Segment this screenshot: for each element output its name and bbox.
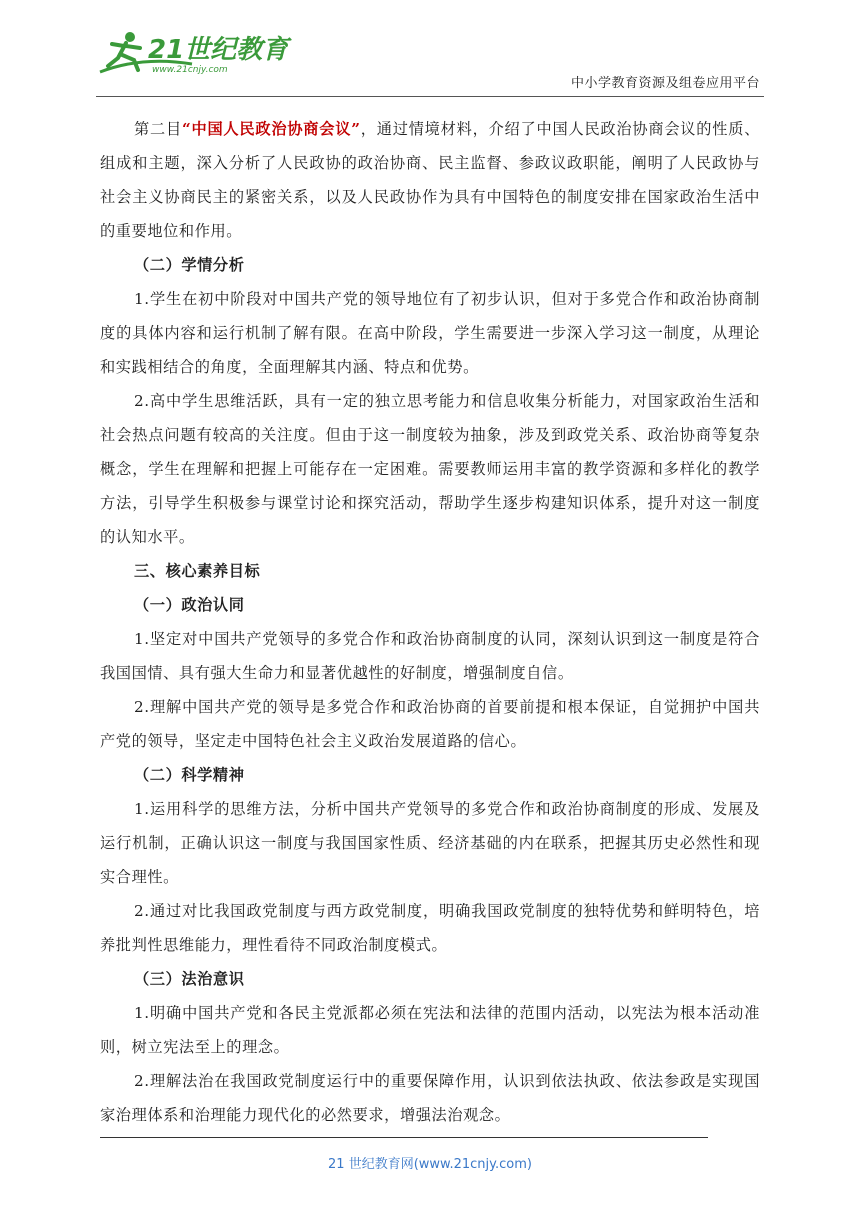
runner-logo-icon — [96, 28, 296, 80]
header-divider — [96, 96, 764, 97]
section-heading: 三、核心素养目标 — [134, 562, 261, 580]
paragraph-text: 2.高中学生思维活跃，具有一定的独立思考能力和信息收集分析能力，对国家政治生活和社会热点问题有较高的关注度。但由于这一制度较为抽象，涉及到政党关系、政治协商等复杂概念，学生在理解和把握上可能存在一定困难。需要教师运用丰富的教学资源和多样化的教学方法，引导学生积极参与课堂讨论和探究活动，帮助学生逐步构建知识体系，提升对这一制度的认知水平。 — [100, 392, 760, 546]
highlighted-term: “中国人民政治协商会议” — [181, 120, 361, 138]
site-logo[interactable] — [96, 28, 296, 80]
body-paragraph — [100, 690, 760, 758]
platform-name: 中小学教育资源及组卷应用平台 — [570, 76, 760, 91]
body-paragraph — [100, 282, 760, 384]
footer-divider — [100, 1137, 708, 1138]
logo-url: www.21cnjy.com — [152, 65, 228, 75]
logo-text: 21世纪教育 — [148, 35, 289, 65]
paragraph-text: 2.理解法治在我国政党制度运行中的重要保障作用，认识到依法执政、依法参政是实现国家治理体系和治理能力现代化的必然要求，增强法治观念。 — [100, 1072, 760, 1124]
subsection-heading: （一）政治认同 — [134, 596, 245, 614]
body-paragraph — [100, 1064, 760, 1132]
body-paragraph — [100, 792, 760, 894]
body-paragraph — [100, 996, 760, 1064]
paragraph-text: 1.运用科学的思维方法，分析中国共产党领导的多党合作和政治协商制度的形成、发展及运行机制，正确认识这一制度与我国国家性质、经济基础的内在联系，把握其历史必然性和现实合理性。 — [100, 800, 760, 886]
paragraph-text: 2.理解中国共产党的领导是多党合作和政治协商的首要前提和根本保证，自觉拥护中国共产党的领导，坚定走中国特色社会主义政治发展道路的信心。 — [100, 698, 760, 750]
body-paragraph — [100, 622, 760, 690]
paragraph-text: ，通过情境材料，介绍了中国人民政治协商会议的性质、组成和主题，深入分析了人民政协的政治协商、民主监督、参政议政职能，阐明了人民政协与社会主义协商民主的紧密关系，以及人民政协作为具有中国特色的制度安排在国家政治生活中的重要地位和作用。 — [100, 120, 761, 240]
footer-link[interactable]: 21 世纪教育网(www.21cnjy.com) — [328, 1157, 532, 1172]
subsection-heading: （二）科学精神 — [134, 766, 245, 784]
subsection-heading: （三）法治意识 — [134, 970, 245, 988]
paragraph-text: 第二目 — [134, 120, 182, 138]
body-paragraph — [100, 112, 760, 248]
subsection-heading: （二）学情分析 — [134, 256, 245, 274]
paragraph-text: 1.明确中国共产党和各民主党派都必须在宪法和法律的范围内活动，以宪法为根本活动准则，树立宪法至上的理念。 — [100, 1004, 760, 1056]
paragraph-text: 1.学生在初中阶段对中国共产党的领导地位有了初步认识，但对于多党合作和政治协商制度的具体内容和运行机制了解有限。在高中阶段，学生需要进一步深入学习这一制度，从理论和实践相结合的角度，全面理解其内涵、特点和优势。 — [100, 290, 760, 376]
page-header — [96, 28, 764, 90]
body-paragraph — [100, 384, 760, 554]
paragraph-text: 2.通过对比我国政党制度与西方政党制度，明确我国政党制度的独特优势和鲜明特色，培养批判性思维能力，理性看待不同政治制度模式。 — [100, 902, 760, 954]
body-paragraph — [100, 894, 760, 962]
document-body — [100, 112, 760, 1132]
paragraph-text: 1.坚定对中国共产党领导的多党合作和政治协商制度的认同，深刻认识到这一制度是符合我国国情、具有强大生命力和显著优越性的好制度，增强制度自信。 — [100, 630, 760, 682]
